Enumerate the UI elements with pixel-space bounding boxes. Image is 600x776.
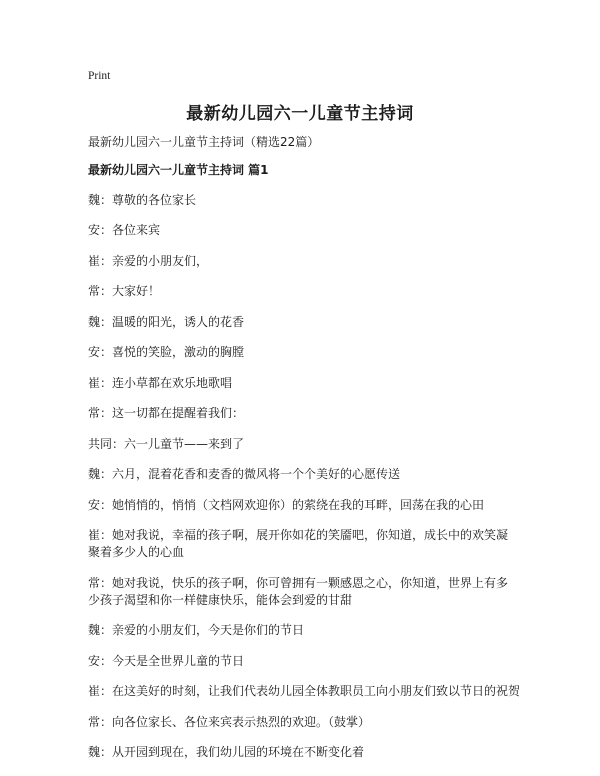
dialogue-line: 安：各位来宾	[88, 223, 161, 237]
print-link[interactable]: Print	[88, 70, 111, 82]
dialogue-line: 魏：从开园到现在，我们幼儿园的环境在不断变化着	[88, 745, 365, 759]
dialogue-line: 崔：连小草都在欢乐地歌唱	[88, 375, 233, 390]
dialogue-line: 魏：温暖的阳光，诱人的花香	[88, 314, 245, 329]
dialogue-line: 崔：在这美好的时刻，让我们代表幼儿园全体教职员工向小朋友们致以节日的祝贺	[88, 684, 521, 698]
dialogue-line: 常：她对我说，快乐的孩子啊，你可曾拥有一颗感恩之心，你知道，世界上有多少孩子渴望和你一样健康快乐，能体会到爱的甘甜	[88, 575, 509, 607]
dialogue-line: 常：这一切都在提醒着我们：	[88, 406, 245, 420]
dialogue-line: 崔：亲爱的小朋友们，	[88, 253, 209, 268]
dialogue-line: 常：大家好！	[88, 284, 161, 298]
document-subtitle: 最新幼儿园六一儿童节主持词（精选22篇）	[88, 135, 320, 149]
dialogue-line: 安：喜悦的笑脸，激动的胸膛	[88, 345, 245, 359]
document-body	[88, 134, 521, 761]
dialogue-line: 魏：六月，混着花香和麦香的微风将一个个美好的心愿传送	[88, 467, 401, 481]
dialogue-line: 常：向各位家长、各位来宾表示热烈的欢迎。（鼓掌）	[88, 714, 371, 729]
section-heading: 最新幼儿园六一儿童节主持词 篇1	[88, 163, 269, 177]
dialogue-line: 魏：尊敬的各位家长	[88, 192, 197, 207]
page-title: 最新幼儿园六一儿童节主持词	[186, 104, 414, 124]
dialogue-line: 崔：她对我说，幸福的孩子啊，展开你如花的笑靥吧，你知道，成长中的欢笑凝聚着多少人的心血	[88, 528, 509, 559]
dialogue-line: 安：今天是全世界儿童的节日	[88, 653, 245, 668]
dialogue-line: 共同：六一儿童节——来到了	[88, 436, 245, 451]
dialogue-line: 魏：亲爱的小朋友们，今天是你们的节日	[88, 623, 305, 637]
dialogue-line: 安：她悄悄的，悄悄（文档网欢迎你）的萦绕在我的耳畔，回荡在我的心田	[88, 497, 485, 512]
